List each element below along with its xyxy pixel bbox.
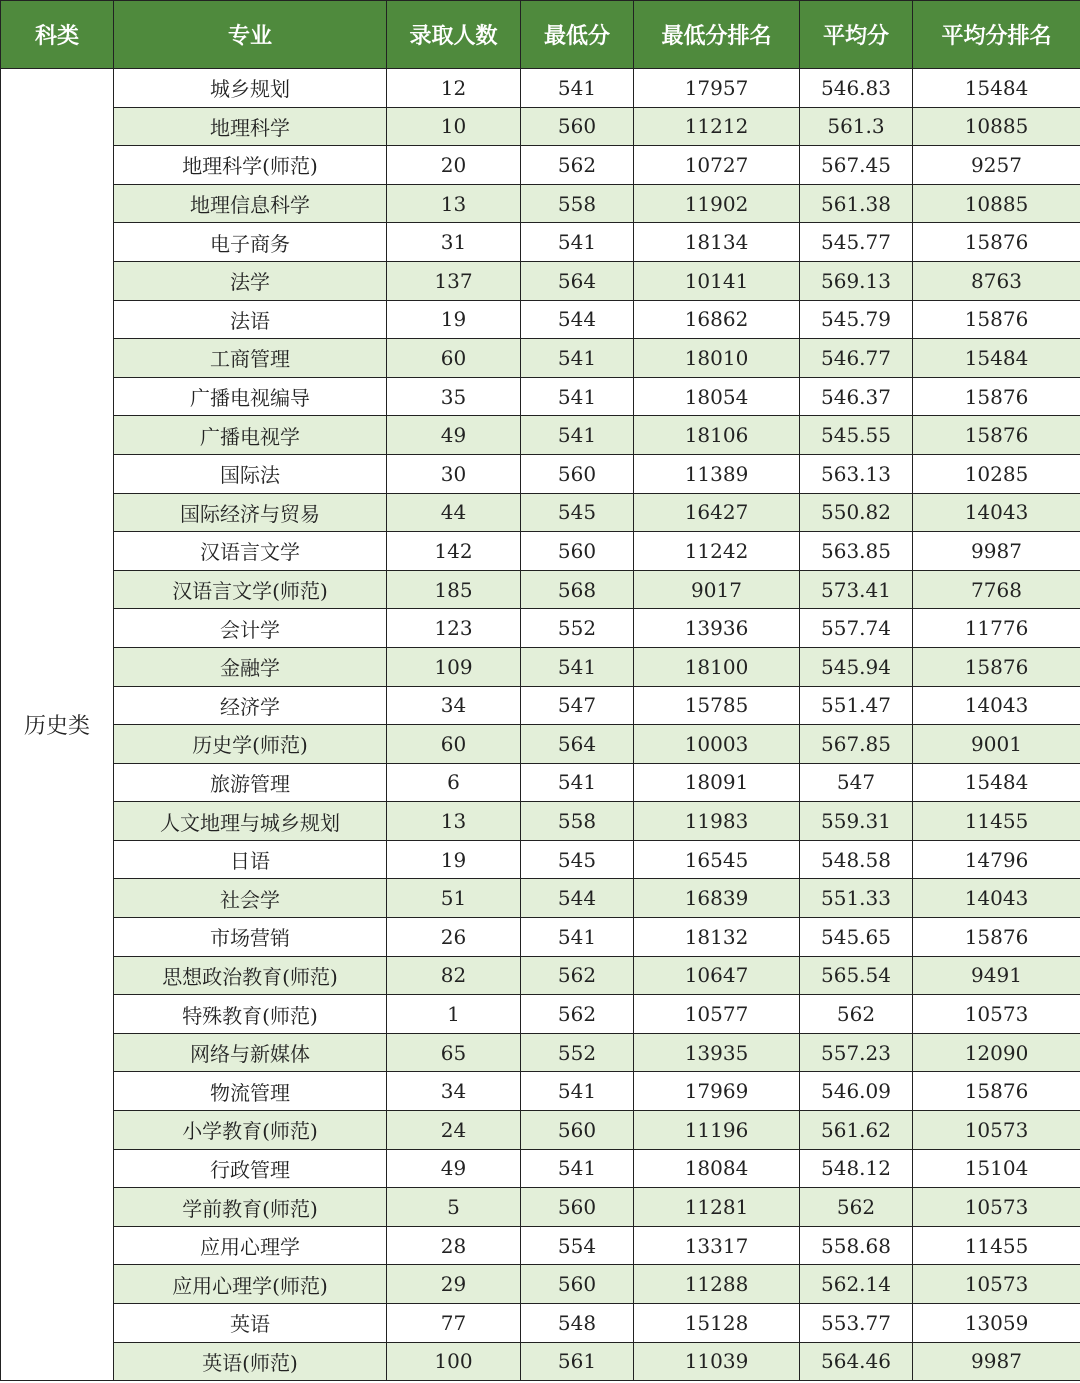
min-score-rank-cell: 16427 [634, 493, 800, 532]
table-row [1, 1149, 1080, 1188]
major-cell: 特殊教育(师范) [114, 995, 387, 1034]
table-body [1, 69, 1080, 1381]
table-row [1, 840, 1080, 879]
min-score-rank-cell: 11196 [634, 1111, 800, 1150]
avg-score-cell: 545.65 [800, 918, 913, 957]
avg-score-rank-cell: 10573 [913, 1188, 1080, 1227]
admitted-count-cell: 49 [387, 416, 521, 455]
table-row [1, 377, 1080, 416]
min-score-rank-cell: 11242 [634, 532, 800, 571]
avg-score-rank-cell: 10573 [913, 1111, 1080, 1150]
major-cell: 地理科学(师范) [114, 146, 387, 185]
min-score-cell: 541 [521, 647, 634, 686]
min-score-cell: 552 [521, 1033, 634, 1072]
avg-score-cell: 546.83 [800, 69, 913, 108]
min-score-rank-cell: 18084 [634, 1149, 800, 1188]
table-row [1, 416, 1080, 455]
admitted-count-cell: 28 [387, 1226, 521, 1265]
table-row [1, 493, 1080, 532]
min-score-rank-cell: 11389 [634, 454, 800, 493]
admitted-count-cell: 29 [387, 1265, 521, 1304]
min-score-rank-cell: 10647 [634, 956, 800, 995]
avg-score-cell: 545.77 [800, 223, 913, 262]
table-row [1, 1342, 1080, 1381]
min-score-cell: 558 [521, 802, 634, 841]
min-score-rank-cell: 18106 [634, 416, 800, 455]
avg-score-rank-cell: 10573 [913, 1265, 1080, 1304]
avg-score-rank-cell: 12090 [913, 1033, 1080, 1072]
admitted-count-cell: 19 [387, 840, 521, 879]
avg-score-cell: 548.12 [800, 1149, 913, 1188]
avg-score-rank-cell: 15484 [913, 763, 1080, 802]
major-cell: 社会学 [114, 879, 387, 918]
admitted-count-cell: 137 [387, 261, 521, 300]
avg-score-rank-cell: 10885 [913, 184, 1080, 223]
min-score-rank-cell: 18010 [634, 339, 800, 378]
admitted-count-cell: 109 [387, 647, 521, 686]
major-cell: 小学教育(师范) [114, 1111, 387, 1150]
min-score-cell: 548 [521, 1304, 634, 1343]
avg-score-rank-cell: 15876 [913, 300, 1080, 339]
avg-score-cell: 546.37 [800, 377, 913, 416]
min-score-rank-cell: 11288 [634, 1265, 800, 1304]
table-row [1, 879, 1080, 918]
admitted-count-cell: 82 [387, 956, 521, 995]
admitted-count-cell: 35 [387, 377, 521, 416]
avg-score-cell: 551.33 [800, 879, 913, 918]
admitted-count-cell: 10 [387, 107, 521, 146]
min-score-cell: 562 [521, 995, 634, 1034]
table-row [1, 454, 1080, 493]
avg-score-rank-cell: 9987 [913, 532, 1080, 571]
admitted-count-cell: 44 [387, 493, 521, 532]
min-score-cell: 545 [521, 493, 634, 532]
admitted-count-cell: 185 [387, 570, 521, 609]
major-cell: 日语 [114, 840, 387, 879]
table-row [1, 956, 1080, 995]
min-score-cell: 544 [521, 300, 634, 339]
min-score-cell: 564 [521, 725, 634, 764]
avg-score-rank-cell: 11776 [913, 609, 1080, 648]
major-cell: 广播电视学 [114, 416, 387, 455]
avg-score-rank-cell: 15484 [913, 69, 1080, 108]
min-score-rank-cell: 17957 [634, 69, 800, 108]
avg-score-cell: 561.62 [800, 1111, 913, 1150]
table-row [1, 647, 1080, 686]
major-cell: 市场营销 [114, 918, 387, 957]
min-score-rank-cell: 16839 [634, 879, 800, 918]
admitted-count-cell: 20 [387, 146, 521, 185]
avg-score-cell: 573.41 [800, 570, 913, 609]
header-avg-score-rank: 平均分排名 [913, 1, 1080, 69]
avg-score-cell: 557.74 [800, 609, 913, 648]
min-score-cell: 560 [521, 1265, 634, 1304]
avg-score-cell: 564.46 [800, 1342, 913, 1381]
header-row [1, 1, 1080, 69]
avg-score-rank-cell: 10885 [913, 107, 1080, 146]
avg-score-cell: 553.77 [800, 1304, 913, 1343]
admitted-count-cell: 34 [387, 686, 521, 725]
avg-score-rank-cell: 9987 [913, 1342, 1080, 1381]
admitted-count-cell: 100 [387, 1342, 521, 1381]
major-cell: 网络与新媒体 [114, 1033, 387, 1072]
major-cell: 汉语言文学(师范) [114, 570, 387, 609]
min-score-cell: 541 [521, 1072, 634, 1111]
avg-score-cell: 557.23 [800, 1033, 913, 1072]
min-score-cell: 562 [521, 146, 634, 185]
admitted-count-cell: 34 [387, 1072, 521, 1111]
min-score-cell: 541 [521, 763, 634, 802]
avg-score-rank-cell: 8763 [913, 261, 1080, 300]
admitted-count-cell: 65 [387, 1033, 521, 1072]
avg-score-rank-cell: 9491 [913, 956, 1080, 995]
avg-score-cell: 561.3 [800, 107, 913, 146]
table-row [1, 1111, 1080, 1150]
min-score-cell: 562 [521, 956, 634, 995]
table-row [1, 223, 1080, 262]
major-cell: 地理科学 [114, 107, 387, 146]
avg-score-cell: 563.13 [800, 454, 913, 493]
min-score-cell: 561 [521, 1342, 634, 1381]
admitted-count-cell: 24 [387, 1111, 521, 1150]
major-cell: 经济学 [114, 686, 387, 725]
min-score-rank-cell: 18132 [634, 918, 800, 957]
avg-score-rank-cell: 15876 [913, 918, 1080, 957]
min-score-rank-cell: 11039 [634, 1342, 800, 1381]
table-row [1, 1072, 1080, 1111]
major-cell: 学前教育(师范) [114, 1188, 387, 1227]
avg-score-rank-cell: 15484 [913, 339, 1080, 378]
avg-score-rank-cell: 10285 [913, 454, 1080, 493]
min-score-cell: 560 [521, 107, 634, 146]
header-category: 科类 [1, 1, 114, 69]
table-row [1, 609, 1080, 648]
table-row [1, 184, 1080, 223]
major-cell: 金融学 [114, 647, 387, 686]
admitted-count-cell: 1 [387, 995, 521, 1034]
major-cell: 应用心理学(师范) [114, 1265, 387, 1304]
admitted-count-cell: 60 [387, 339, 521, 378]
min-score-rank-cell: 10003 [634, 725, 800, 764]
admitted-count-cell: 13 [387, 184, 521, 223]
min-score-rank-cell: 16545 [634, 840, 800, 879]
admitted-count-cell: 51 [387, 879, 521, 918]
avg-score-cell: 551.47 [800, 686, 913, 725]
min-score-rank-cell: 10727 [634, 146, 800, 185]
avg-score-cell: 558.68 [800, 1226, 913, 1265]
min-score-rank-cell: 10141 [634, 261, 800, 300]
avg-score-rank-cell: 13059 [913, 1304, 1080, 1343]
min-score-rank-cell: 16862 [634, 300, 800, 339]
avg-score-rank-cell: 15876 [913, 416, 1080, 455]
avg-score-cell: 562 [800, 995, 913, 1034]
avg-score-rank-cell: 7768 [913, 570, 1080, 609]
avg-score-cell: 547 [800, 763, 913, 802]
avg-score-cell: 563.85 [800, 532, 913, 571]
admitted-count-cell: 5 [387, 1188, 521, 1227]
min-score-cell: 554 [521, 1226, 634, 1265]
major-cell: 法学 [114, 261, 387, 300]
avg-score-rank-cell: 9001 [913, 725, 1080, 764]
min-score-rank-cell: 15785 [634, 686, 800, 725]
table-row [1, 69, 1080, 108]
table-row [1, 300, 1080, 339]
admitted-count-cell: 77 [387, 1304, 521, 1343]
table-row [1, 686, 1080, 725]
table-row [1, 1033, 1080, 1072]
min-score-cell: 541 [521, 377, 634, 416]
admitted-count-cell: 30 [387, 454, 521, 493]
min-score-cell: 545 [521, 840, 634, 879]
table-row [1, 995, 1080, 1034]
min-score-rank-cell: 18054 [634, 377, 800, 416]
table-row [1, 261, 1080, 300]
min-score-cell: 560 [521, 532, 634, 571]
min-score-rank-cell: 17969 [634, 1072, 800, 1111]
avg-score-cell: 545.55 [800, 416, 913, 455]
major-cell: 国际法 [114, 454, 387, 493]
min-score-rank-cell: 13936 [634, 609, 800, 648]
major-cell: 法语 [114, 300, 387, 339]
min-score-cell: 541 [521, 223, 634, 262]
table-row [1, 339, 1080, 378]
major-cell: 人文地理与城乡规划 [114, 802, 387, 841]
min-score-rank-cell: 11902 [634, 184, 800, 223]
admitted-count-cell: 142 [387, 532, 521, 571]
major-cell: 英语 [114, 1304, 387, 1343]
min-score-cell: 541 [521, 339, 634, 378]
min-score-rank-cell: 13935 [634, 1033, 800, 1072]
header-major: 专业 [114, 1, 387, 69]
min-score-rank-cell: 18100 [634, 647, 800, 686]
table-row [1, 1226, 1080, 1265]
avg-score-rank-cell: 10573 [913, 995, 1080, 1034]
min-score-rank-cell: 9017 [634, 570, 800, 609]
table-row [1, 107, 1080, 146]
avg-score-rank-cell: 14043 [913, 493, 1080, 532]
admitted-count-cell: 123 [387, 609, 521, 648]
avg-score-cell: 559.31 [800, 802, 913, 841]
admitted-count-cell: 12 [387, 69, 521, 108]
avg-score-cell: 546.77 [800, 339, 913, 378]
table-row [1, 1265, 1080, 1304]
major-cell: 广播电视编导 [114, 377, 387, 416]
admitted-count-cell: 26 [387, 918, 521, 957]
major-cell: 行政管理 [114, 1149, 387, 1188]
avg-score-cell: 565.54 [800, 956, 913, 995]
min-score-rank-cell: 11212 [634, 107, 800, 146]
min-score-cell: 544 [521, 879, 634, 918]
avg-score-cell: 550.82 [800, 493, 913, 532]
major-cell: 地理信息科学 [114, 184, 387, 223]
min-score-cell: 560 [521, 454, 634, 493]
avg-score-cell: 546.09 [800, 1072, 913, 1111]
min-score-cell: 564 [521, 261, 634, 300]
avg-score-rank-cell: 15104 [913, 1149, 1080, 1188]
avg-score-cell: 545.94 [800, 647, 913, 686]
avg-score-cell: 562 [800, 1188, 913, 1227]
table-row [1, 802, 1080, 841]
min-score-cell: 558 [521, 184, 634, 223]
avg-score-cell: 561.38 [800, 184, 913, 223]
avg-score-cell: 567.45 [800, 146, 913, 185]
min-score-cell: 560 [521, 1111, 634, 1150]
avg-score-rank-cell: 14796 [913, 840, 1080, 879]
min-score-rank-cell: 13317 [634, 1226, 800, 1265]
avg-score-rank-cell: 15876 [913, 647, 1080, 686]
min-score-cell: 552 [521, 609, 634, 648]
category-cell: 历史类 [1, 69, 114, 1381]
avg-score-rank-cell: 15876 [913, 1072, 1080, 1111]
table-header [1, 1, 1080, 69]
table-row [1, 918, 1080, 957]
min-score-cell: 568 [521, 570, 634, 609]
table-row [1, 1188, 1080, 1227]
header-avg-score: 平均分 [800, 1, 913, 69]
min-score-cell: 541 [521, 1149, 634, 1188]
table-row [1, 725, 1080, 764]
min-score-cell: 541 [521, 918, 634, 957]
table-row [1, 763, 1080, 802]
major-cell: 历史学(师范) [114, 725, 387, 764]
avg-score-cell: 548.58 [800, 840, 913, 879]
major-cell: 思想政治教育(师范) [114, 956, 387, 995]
min-score-rank-cell: 18091 [634, 763, 800, 802]
major-cell: 应用心理学 [114, 1226, 387, 1265]
min-score-cell: 560 [521, 1188, 634, 1227]
admitted-count-cell: 31 [387, 223, 521, 262]
major-cell: 物流管理 [114, 1072, 387, 1111]
admitted-count-cell: 49 [387, 1149, 521, 1188]
min-score-rank-cell: 18134 [634, 223, 800, 262]
avg-score-cell: 569.13 [800, 261, 913, 300]
avg-score-rank-cell: 14043 [913, 879, 1080, 918]
avg-score-rank-cell: 9257 [913, 146, 1080, 185]
admitted-count-cell: 60 [387, 725, 521, 764]
major-cell: 会计学 [114, 609, 387, 648]
avg-score-rank-cell: 11455 [913, 802, 1080, 841]
avg-score-rank-cell: 14043 [913, 686, 1080, 725]
avg-score-rank-cell: 15876 [913, 377, 1080, 416]
admitted-count-cell: 19 [387, 300, 521, 339]
avg-score-rank-cell: 11455 [913, 1226, 1080, 1265]
header-min-score: 最低分 [521, 1, 634, 69]
avg-score-rank-cell: 15876 [913, 223, 1080, 262]
major-cell: 电子商务 [114, 223, 387, 262]
admitted-count-cell: 13 [387, 802, 521, 841]
table-row [1, 532, 1080, 571]
min-score-rank-cell: 11983 [634, 802, 800, 841]
header-min-score-rank: 最低分排名 [634, 1, 800, 69]
min-score-rank-cell: 15128 [634, 1304, 800, 1343]
major-cell: 城乡规划 [114, 69, 387, 108]
major-cell: 汉语言文学 [114, 532, 387, 571]
table-row [1, 146, 1080, 185]
major-cell: 工商管理 [114, 339, 387, 378]
avg-score-cell: 567.85 [800, 725, 913, 764]
min-score-rank-cell: 10577 [634, 995, 800, 1034]
min-score-rank-cell: 11281 [634, 1188, 800, 1227]
admitted-count-cell: 6 [387, 763, 521, 802]
major-cell: 国际经济与贸易 [114, 493, 387, 532]
table-row [1, 1304, 1080, 1343]
major-cell: 英语(师范) [114, 1342, 387, 1381]
major-cell: 旅游管理 [114, 763, 387, 802]
avg-score-cell: 562.14 [800, 1265, 913, 1304]
table-row [1, 570, 1080, 609]
min-score-cell: 541 [521, 69, 634, 108]
min-score-cell: 541 [521, 416, 634, 455]
min-score-cell: 547 [521, 686, 634, 725]
avg-score-cell: 545.79 [800, 300, 913, 339]
header-admitted-count: 录取人数 [387, 1, 521, 69]
